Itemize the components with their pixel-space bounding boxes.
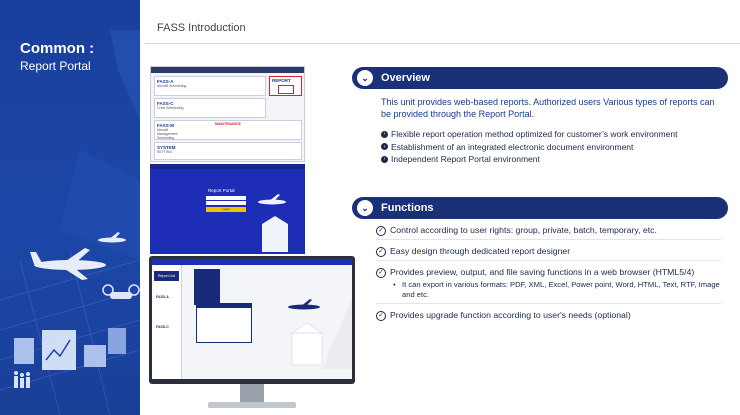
list-item [376,225,721,240]
chevron-right-icon: › [381,143,388,150]
function-text: Provides upgrade function according to user's needs (optional) [390,310,631,320]
sidebar-group: FASS-A [156,295,169,299]
functions-label: Functions [381,202,434,214]
module-row [154,120,302,140]
login-title: Report Portal [208,188,235,193]
report-tile [269,76,302,96]
check-circle-icon: ✓ [376,226,386,236]
bullet-text: Independent Report Portal environment [391,154,540,164]
menu-screenshot [150,66,305,162]
function-text: Control according to user rights: group, private, batch, temporary, etc. [390,225,657,235]
list-item [381,128,726,141]
report-icon [278,85,294,94]
overview-intro: This unit provides web-based reports. Authorized users Various types of reports can be provided through the Report Portal. [381,97,715,119]
function-text: Easy design through dedicated report designer [390,246,571,256]
portal-screenshot [152,259,352,379]
module-name: SYSTEM [157,145,176,150]
left-panel [0,0,140,415]
function-text: Provides preview, output, and file saving functions in a web browser (HTML5/4) [390,267,695,277]
monitor-frame [149,256,355,384]
bullet-text: Flexible report operation method optimized for customer’s work environment [391,129,678,139]
overview-bullets [381,128,726,166]
check-circle-icon: ✓ [376,268,386,278]
module-row [154,98,266,118]
module-sub: Aircraft Management Scheduling [157,128,178,140]
module-name: FASS-C [157,101,174,106]
list-item [381,141,726,154]
list-item [381,153,726,166]
bullet-text: Establishment of an integrated electronic document environment [391,141,634,152]
module-sub: SETTING [157,150,173,154]
page-title: FASS Introduction [157,22,246,34]
maintenance-label: MAINTENANCE [215,122,241,126]
chevron-down-icon: ⌄ [357,200,373,216]
module-name: FASS-A [157,79,174,84]
login-screenshot [150,164,305,254]
module-name: FASS-M [157,123,175,128]
function-subtext: • It can export in various formats: PDF, XML, Excel, Power point, Word, HTML, Text, RTF, Image and etc. [390,280,721,300]
monitor-base [208,402,296,408]
monitor-stand [240,384,264,402]
list-item [376,267,721,304]
functions-list [376,225,721,330]
check-circle-icon: ✓ [376,247,386,257]
dashboard-panels-icon [14,328,126,370]
chevron-right-icon: › [381,156,388,163]
chevron-right-icon: › [381,131,388,138]
overview-header [352,67,728,89]
portal-illustration [152,259,352,379]
sidebar-group: FASS-C [156,325,169,329]
module-sub: Aircraft Scheduling [157,84,187,88]
check-circle-icon: ✓ [376,311,386,321]
sidebar-title: Report List [154,271,179,281]
module-sub: Crew Scheduling [157,106,184,110]
report-label: REPORT [272,78,291,83]
menu-titlebar [151,67,304,73]
list-item [376,310,721,324]
overview-label: Overview [381,72,430,84]
module-row [154,76,266,96]
list-item [376,246,721,261]
module-row [154,142,302,160]
functions-header [352,197,728,219]
section-subtitle: Report Portal [20,59,91,73]
login-button: Login [206,207,246,212]
chevron-down-icon: ⌄ [357,70,373,86]
people-icon [14,371,30,388]
header-divider [145,43,740,44]
login-illustration [150,164,305,254]
section-title: Common : [20,40,95,57]
airplane-icon [30,248,106,280]
